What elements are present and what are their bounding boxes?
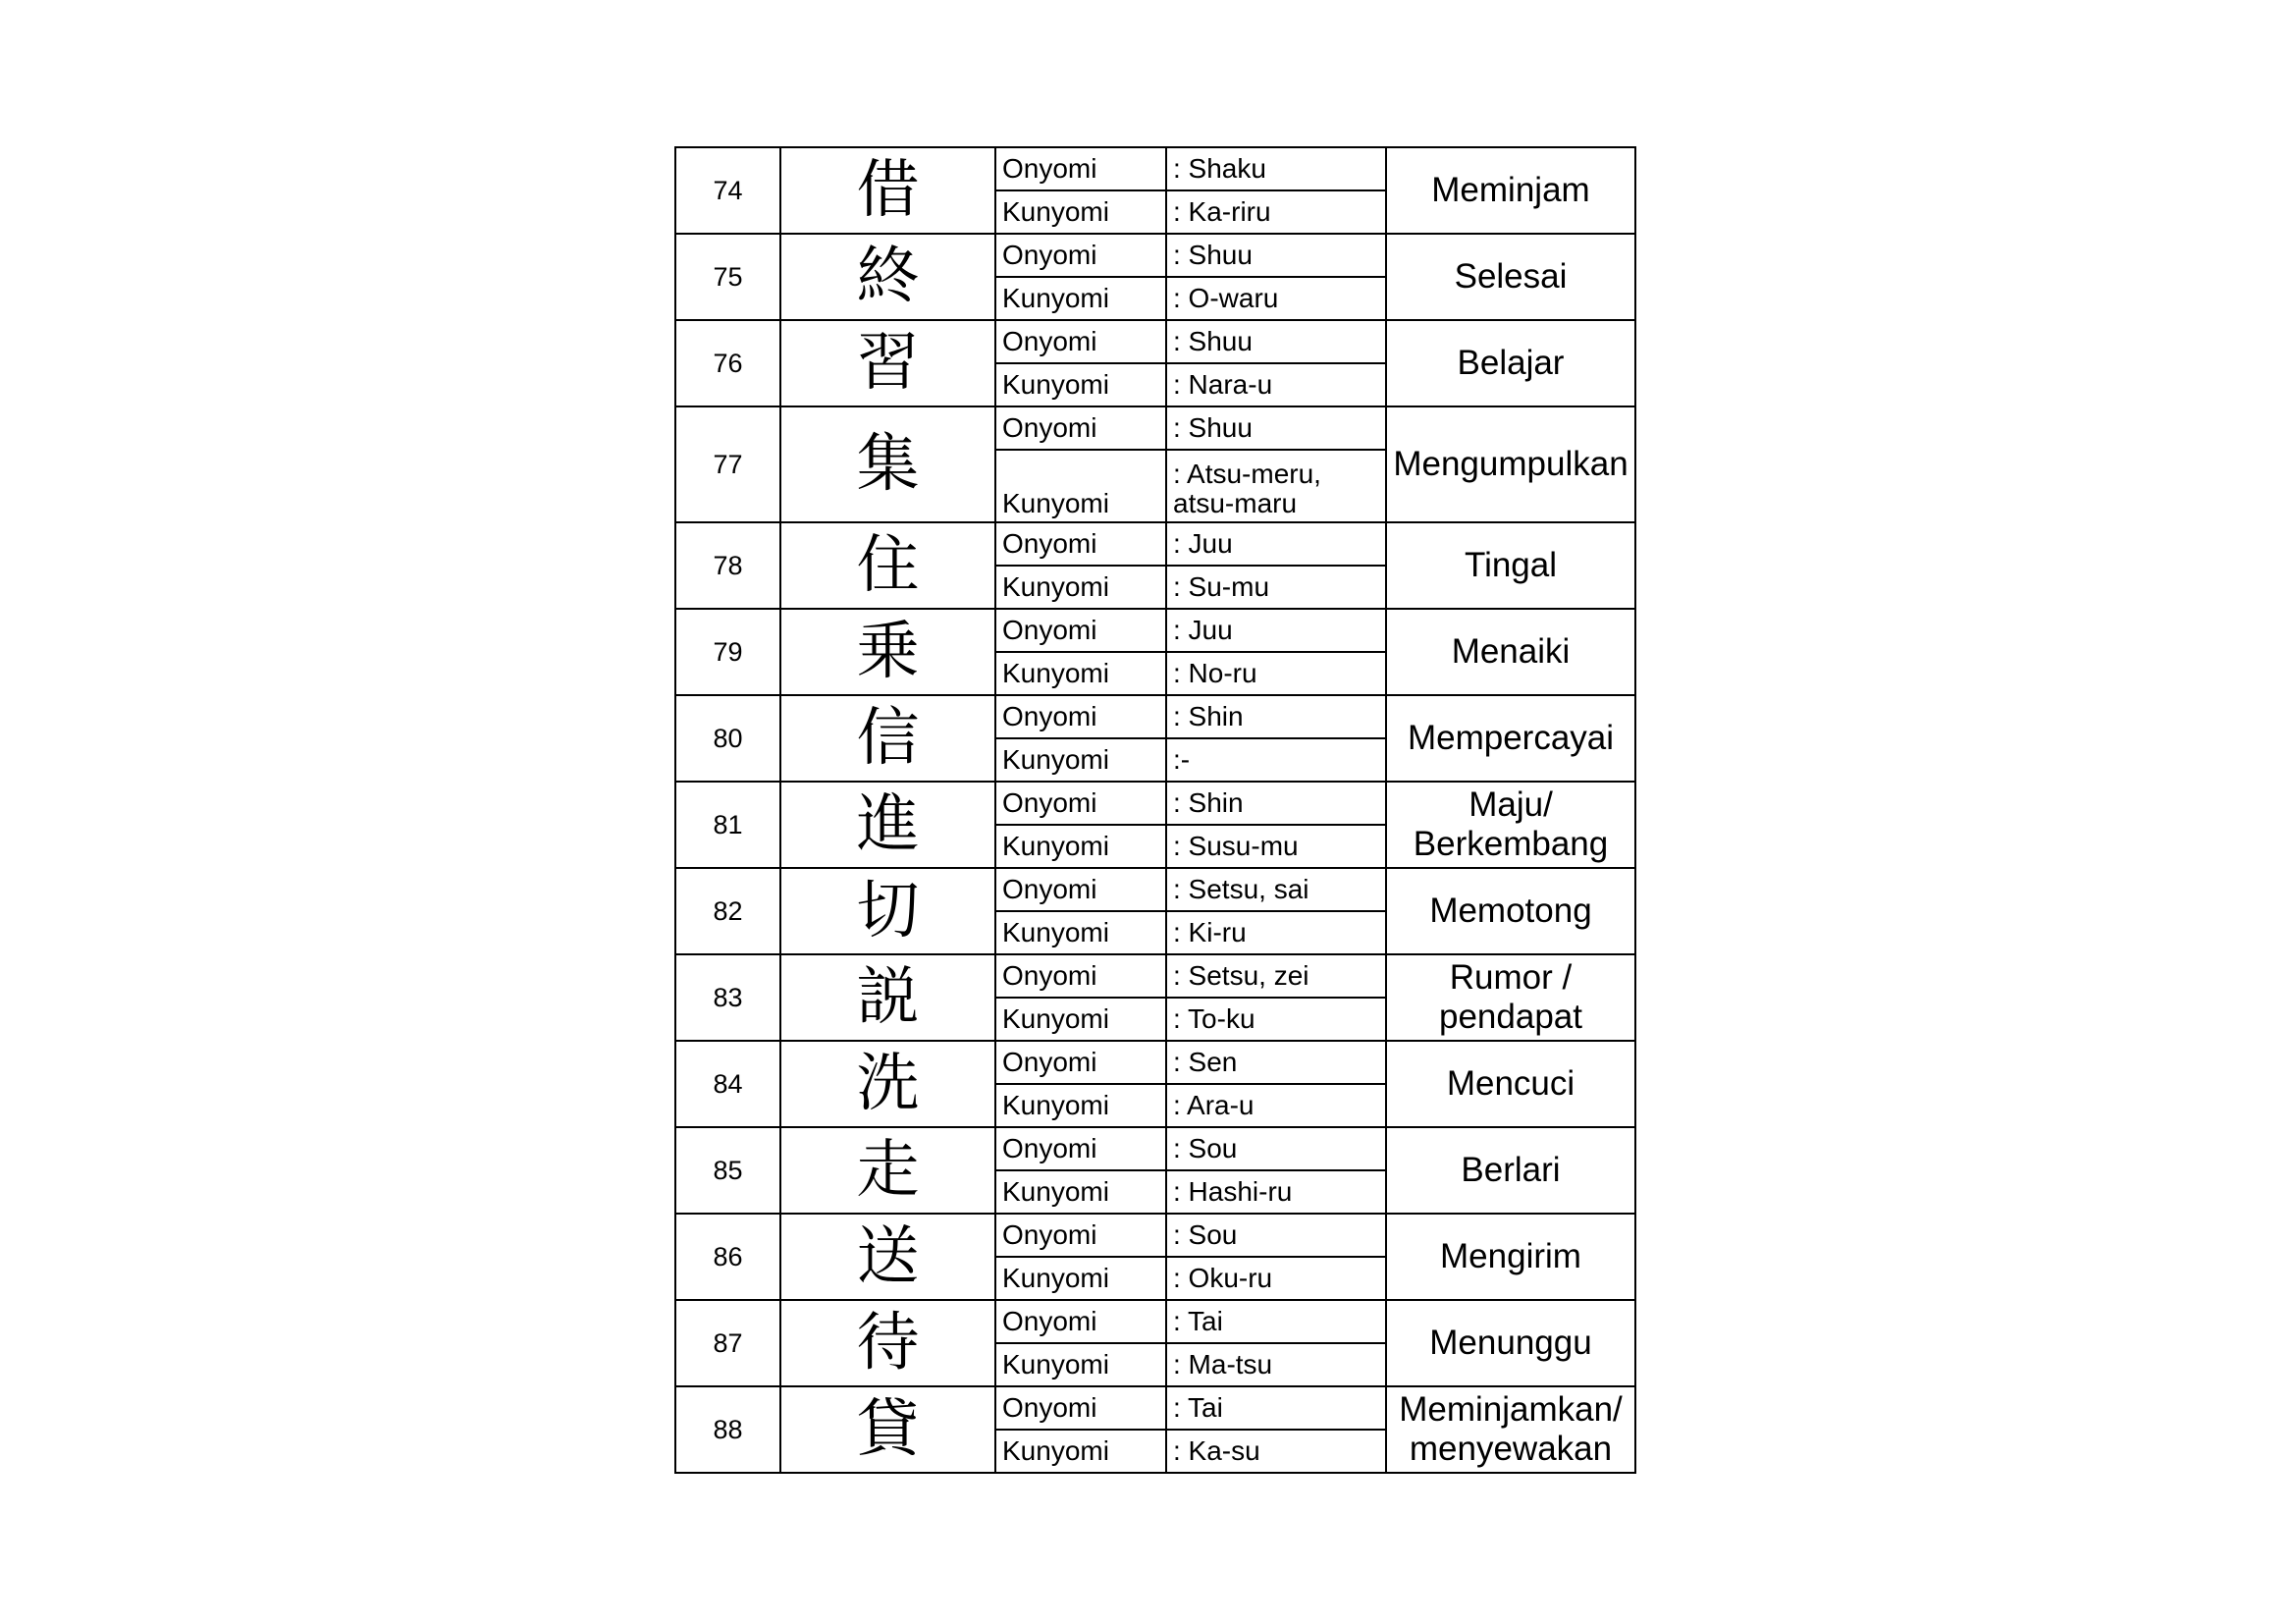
table-row — [675, 1300, 1635, 1343]
kunyomi-label: Kunyomi — [995, 652, 1166, 695]
onyomi-reading: : Shuu — [1166, 320, 1386, 363]
onyomi-label: Onyomi — [995, 1300, 1166, 1343]
entry-number: 81 — [675, 782, 780, 868]
onyomi-label: Onyomi — [995, 782, 1166, 825]
kunyomi-label: Kunyomi — [995, 825, 1166, 868]
entry-number: 87 — [675, 1300, 780, 1386]
meaning: Berlari — [1386, 1127, 1635, 1214]
meaning: Rumor / pendapat — [1386, 954, 1635, 1041]
kunyomi-label: Kunyomi — [995, 450, 1166, 522]
meaning: Meminjamkan/ menyewakan — [1386, 1386, 1635, 1473]
kanji-character: 借 — [780, 147, 995, 234]
kanji-character: 終 — [780, 234, 995, 320]
kunyomi-label: Kunyomi — [995, 190, 1166, 234]
kunyomi-reading: : To-ku — [1166, 998, 1386, 1041]
onyomi-label: Onyomi — [995, 1386, 1166, 1430]
onyomi-reading: : Setsu, zei — [1166, 954, 1386, 998]
onyomi-reading: : Setsu, sai — [1166, 868, 1386, 911]
entry-number: 83 — [675, 954, 780, 1041]
entry-number: 74 — [675, 147, 780, 234]
table-row — [675, 1386, 1635, 1430]
onyomi-label: Onyomi — [995, 695, 1166, 738]
entry-number: 82 — [675, 868, 780, 954]
onyomi-label: Onyomi — [995, 954, 1166, 998]
kunyomi-reading: : No-ru — [1166, 652, 1386, 695]
onyomi-reading: : Sou — [1166, 1127, 1386, 1170]
meaning: Mengumpulkan — [1386, 406, 1635, 522]
kunyomi-label: Kunyomi — [995, 1084, 1166, 1127]
entry-number: 80 — [675, 695, 780, 782]
table-row — [675, 1041, 1635, 1084]
kunyomi-reading: :- — [1166, 738, 1386, 782]
kanji-character: 住 — [780, 522, 995, 609]
onyomi-label: Onyomi — [995, 1041, 1166, 1084]
onyomi-reading: : Shuu — [1166, 234, 1386, 277]
kunyomi-reading: : Ka-su — [1166, 1430, 1386, 1473]
entry-number: 77 — [675, 406, 780, 522]
kunyomi-reading: : O-waru — [1166, 277, 1386, 320]
kanji-character: 信 — [780, 695, 995, 782]
onyomi-label: Onyomi — [995, 522, 1166, 566]
meaning: Memotong — [1386, 868, 1635, 954]
meaning: Maju/ Berkembang — [1386, 782, 1635, 868]
kunyomi-label: Kunyomi — [995, 1257, 1166, 1300]
table-row — [675, 954, 1635, 998]
kunyomi-label: Kunyomi — [995, 363, 1166, 406]
table-row — [675, 522, 1635, 566]
kanji-character: 走 — [780, 1127, 995, 1214]
onyomi-label: Onyomi — [995, 234, 1166, 277]
meaning: Mencuci — [1386, 1041, 1635, 1127]
kunyomi-reading: : Nara-u — [1166, 363, 1386, 406]
table-row — [675, 609, 1635, 652]
kanji-table — [674, 146, 1636, 1474]
onyomi-reading: : Sen — [1166, 1041, 1386, 1084]
table-row — [675, 406, 1635, 450]
table-row — [675, 1127, 1635, 1170]
onyomi-label: Onyomi — [995, 1127, 1166, 1170]
entry-number: 76 — [675, 320, 780, 406]
table-row — [675, 320, 1635, 363]
kunyomi-label: Kunyomi — [995, 911, 1166, 954]
kunyomi-reading: : Atsu-meru, atsu-maru — [1166, 450, 1386, 522]
onyomi-reading: : Shin — [1166, 695, 1386, 738]
onyomi-reading: : Sou — [1166, 1214, 1386, 1257]
kunyomi-label: Kunyomi — [995, 998, 1166, 1041]
table-row — [675, 695, 1635, 738]
kunyomi-label: Kunyomi — [995, 277, 1166, 320]
table-row — [675, 234, 1635, 277]
meaning: Selesai — [1386, 234, 1635, 320]
table-row — [675, 1214, 1635, 1257]
meaning: Mengirim — [1386, 1214, 1635, 1300]
meaning: Tingal — [1386, 522, 1635, 609]
onyomi-label: Onyomi — [995, 406, 1166, 450]
table-row — [675, 782, 1635, 825]
entry-number: 84 — [675, 1041, 780, 1127]
kunyomi-reading: : Susu-mu — [1166, 825, 1386, 868]
entry-number: 88 — [675, 1386, 780, 1473]
table-row — [675, 868, 1635, 911]
meaning: Meminjam — [1386, 147, 1635, 234]
kanji-character: 洗 — [780, 1041, 995, 1127]
entry-number: 75 — [675, 234, 780, 320]
kanji-character: 送 — [780, 1214, 995, 1300]
kunyomi-label: Kunyomi — [995, 738, 1166, 782]
kunyomi-reading: : Su-mu — [1166, 566, 1386, 609]
onyomi-reading: : Tai — [1166, 1386, 1386, 1430]
onyomi-reading: : Shin — [1166, 782, 1386, 825]
onyomi-reading: : Juu — [1166, 609, 1386, 652]
kunyomi-reading: : Ki-ru — [1166, 911, 1386, 954]
entry-number: 86 — [675, 1214, 780, 1300]
onyomi-label: Onyomi — [995, 147, 1166, 190]
kunyomi-reading: : Hashi-ru — [1166, 1170, 1386, 1214]
entry-number: 78 — [675, 522, 780, 609]
kanji-character: 貸 — [780, 1386, 995, 1473]
kanji-character: 乗 — [780, 609, 995, 695]
onyomi-label: Onyomi — [995, 868, 1166, 911]
kanji-character: 説 — [780, 954, 995, 1041]
kunyomi-label: Kunyomi — [995, 1343, 1166, 1386]
meaning: Menunggu — [1386, 1300, 1635, 1386]
kunyomi-label: Kunyomi — [995, 566, 1166, 609]
onyomi-reading: : Tai — [1166, 1300, 1386, 1343]
kunyomi-label: Kunyomi — [995, 1170, 1166, 1214]
meaning: Menaiki — [1386, 609, 1635, 695]
kanji-character: 習 — [780, 320, 995, 406]
kunyomi-reading: : Ma-tsu — [1166, 1343, 1386, 1386]
onyomi-label: Onyomi — [995, 320, 1166, 363]
meaning: Mempercayai — [1386, 695, 1635, 782]
onyomi-reading: : Shaku — [1166, 147, 1386, 190]
kunyomi-reading: : Ara-u — [1166, 1084, 1386, 1127]
kanji-character: 集 — [780, 406, 995, 522]
onyomi-label: Onyomi — [995, 609, 1166, 652]
onyomi-reading: : Juu — [1166, 522, 1386, 566]
meaning: Belajar — [1386, 320, 1635, 406]
kanji-character: 進 — [780, 782, 995, 868]
kanji-character: 切 — [780, 868, 995, 954]
entry-number: 85 — [675, 1127, 780, 1214]
kanji-character: 待 — [780, 1300, 995, 1386]
table-row — [675, 147, 1635, 190]
entry-number: 79 — [675, 609, 780, 695]
onyomi-label: Onyomi — [995, 1214, 1166, 1257]
kunyomi-label: Kunyomi — [995, 1430, 1166, 1473]
onyomi-reading: : Shuu — [1166, 406, 1386, 450]
kunyomi-reading: : Oku-ru — [1166, 1257, 1386, 1300]
kunyomi-reading: : Ka-riru — [1166, 190, 1386, 234]
